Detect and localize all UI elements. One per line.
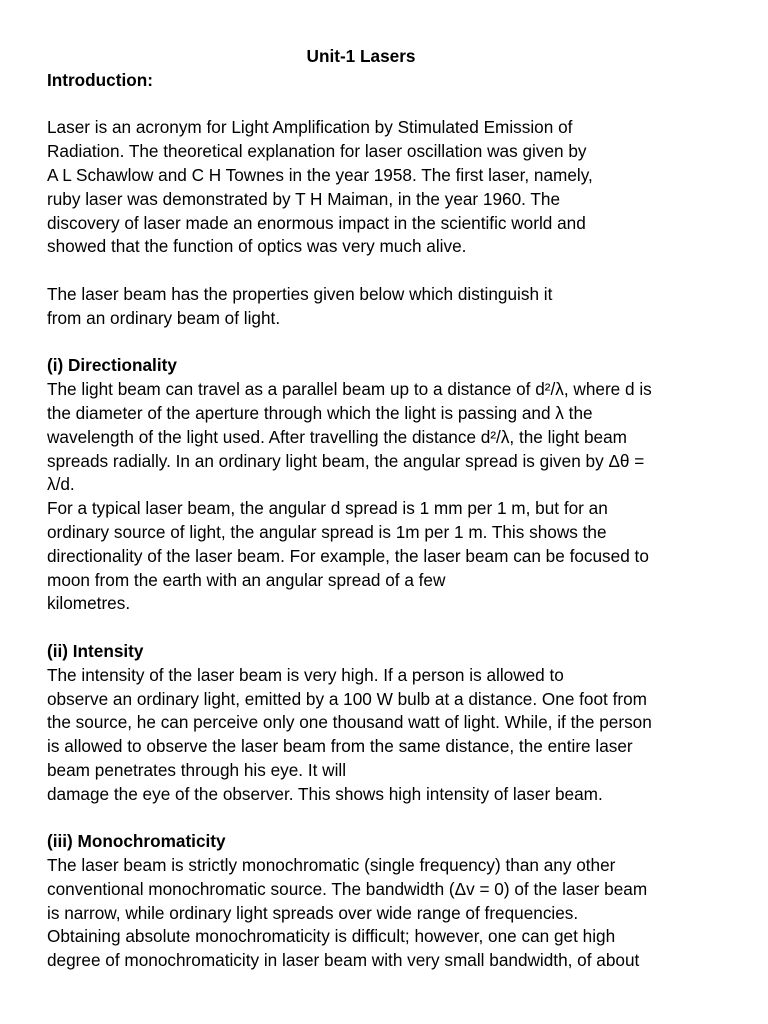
paragraph-line: is narrow, while ordinary light spreads over wide range of frequencies. [47,902,579,923]
page-title: Unit-1 Lasers [306,46,416,66]
paragraph-line: wavelength of the light used. After travelling the distance d²/λ, the light beam [47,426,627,447]
paragraph-line: beam penetrates through his eye. It will [47,759,347,780]
paragraph-line: λ/d. [47,474,75,495]
paragraph-line: ruby laser was demonstrated by T H Maiman, in the year 1960. The [47,188,561,209]
paragraph-line: the source, he can perceive only one thousand watt of light. While, if the person [47,712,652,733]
section-heading: (ii) Intensity [47,640,144,661]
paragraph-line: The laser beam has the properties given below which distinguish it [47,283,553,304]
section-monochromaticity [47,830,737,973]
paragraph-line: ordinary source of light, the angular spread is 1m per 1 m. This shows the [47,521,607,542]
paragraph-line: directionality of the laser beam. For example, the laser beam can be focused to [47,545,649,566]
properties-paragraph [47,283,737,331]
paragraph-line: showed that the function of optics was very much alive. [47,236,467,257]
paragraph-line: The light beam can travel as a parallel beam up to a distance of d²/λ, where d is [47,379,652,400]
paragraph-line: The laser beam is strictly monochromatic (single frequency) than any other [47,855,616,876]
paragraph-line: from an ordinary beam of light. [47,307,281,328]
paragraph-line: conventional monochromatic source. The bandwidth (Δv = 0) of the laser beam [47,878,648,899]
paragraph-line: Obtaining absolute monochromaticity is difficult; however, one can get high [47,926,616,947]
section-heading: (iii) Monochromaticity [47,831,226,852]
paragraph-line: kilometres. [47,593,131,614]
paragraph-line: observe an ordinary light, emitted by a 100 W bulb at a distance. One foot from [47,688,647,709]
paragraph-line: Laser is an acronym for Light Amplification by Stimulated Emission of [47,117,573,138]
section-intensity [47,640,737,807]
intro-heading: Introduction: [47,69,153,90]
paragraph-line: discovery of laser made an enormous impact in the scientific world and [47,212,586,233]
paragraph-line: moon from the earth with an angular spread of a few [47,569,446,590]
paragraph-line: damage the eye of the observer. This shows high intensity of laser beam. [47,783,603,804]
section-heading: (i) Directionality [47,355,177,376]
section-directionality [47,354,737,616]
intro-paragraph [47,116,737,259]
paragraph-line: A L Schawlow and C H Townes in the year 1958. The first laser, namely, [47,164,593,185]
paragraph-line: The intensity of the laser beam is very high. If a person is allowed to [47,664,564,685]
document-page [47,45,737,973]
paragraph-line: For a typical laser beam, the angular d spread is 1 mm per 1 m, but for an [47,498,608,519]
paragraph-line: the diameter of the aperture through which the light is passing and λ the [47,402,593,423]
paragraph-line: spreads radially. In an ordinary light beam, the angular spread is given by Δθ = [47,450,645,471]
paragraph-line: is allowed to observe the laser beam from the same distance, the entire laser [47,736,633,757]
paragraph-line: degree of monochromaticity in laser beam with very small bandwidth, of about [47,950,640,971]
paragraph-line: Radiation. The theoretical explanation for laser oscillation was given by [47,141,587,162]
